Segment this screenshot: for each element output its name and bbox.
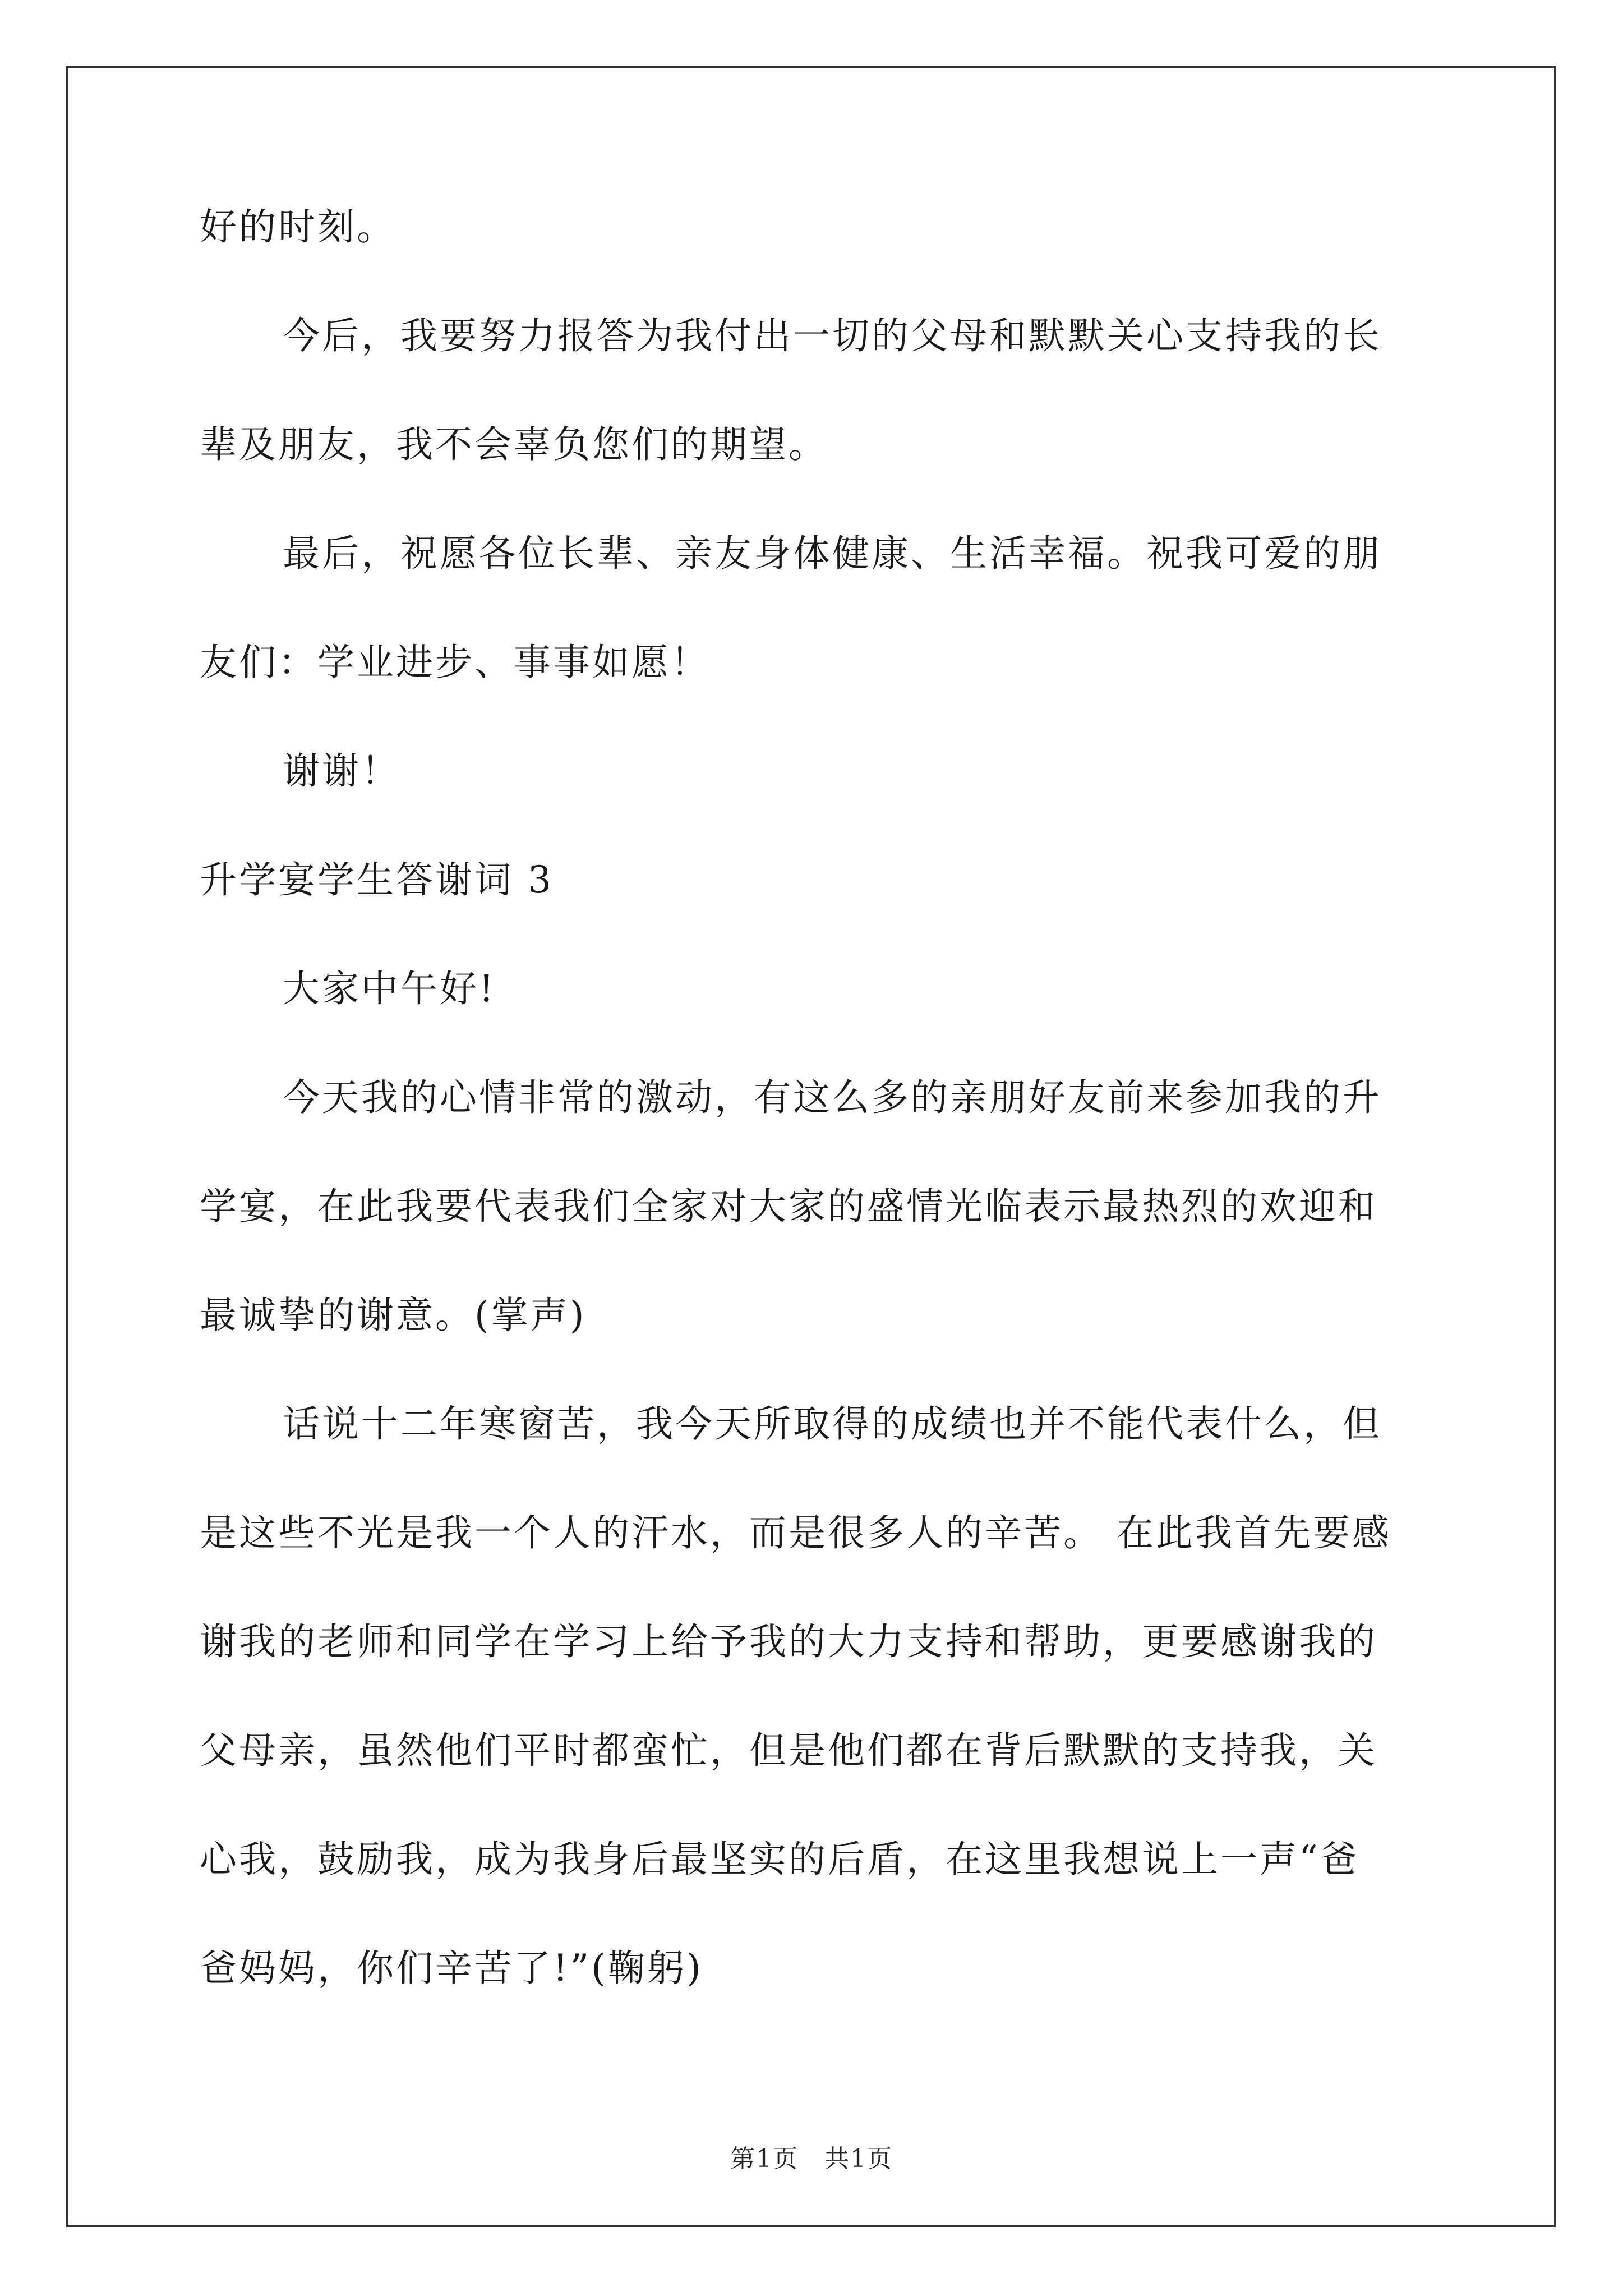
text-line: 父母亲，虽然他们平时都蛮忙，但是他们都在背后默默的支持我，关 bbox=[200, 1729, 1377, 1772]
text-line: 爸妈妈，你们辛苦了!”(鞠躬) bbox=[200, 1947, 703, 1990]
text-line: 大家中午好! bbox=[283, 967, 496, 1010]
text-line: 今后，我要努力报答为我付出一切的父母和默默关心支持我的长 bbox=[283, 314, 1382, 357]
text-line: 好的时刻。 bbox=[200, 205, 396, 249]
section-heading: 升学宴学生答谢词 3 bbox=[200, 858, 554, 901]
text-line: 心我，鼓励我，成为我身后最坚实的后盾，在这里我想说上一声“爸 bbox=[200, 1838, 1359, 1881]
text-line: 谢谢！ bbox=[283, 749, 400, 793]
text-line: 最后，祝愿各位长辈、亲友身体健康、生活幸福。祝我可爱的朋 bbox=[283, 532, 1382, 575]
text-line: 是这些不光是我一个人的汗水，而是很多人的辛苦。 在此我首先要感 bbox=[200, 1511, 1391, 1554]
page-number-footer: 第1页 共1页 bbox=[730, 2145, 893, 2173]
text-line: 辈及朋友，我不会辜负您们的期望。 bbox=[200, 423, 828, 466]
text-line: 学宴，在此我要代表我们全家对大家的盛情光临表示最热烈的欢迎和 bbox=[200, 1185, 1377, 1228]
text-line: 话说十二年寒窗苦，我今天所取得的成绩也并不能代表什么，但 bbox=[283, 1402, 1382, 1446]
text-line: 谢我的老师和同学在学习上给予我的大力支持和帮助，更要感谢我的 bbox=[200, 1620, 1377, 1663]
text-line: 今天我的心情非常的激动，有这么多的亲朋好友前来参加我的升 bbox=[283, 1076, 1382, 1119]
page-border bbox=[66, 66, 1556, 2227]
text-line: 最诚挚的谢意。(掌声) bbox=[200, 1294, 587, 1337]
text-line: 友们：学业进步、事事如愿！ bbox=[200, 641, 710, 684]
